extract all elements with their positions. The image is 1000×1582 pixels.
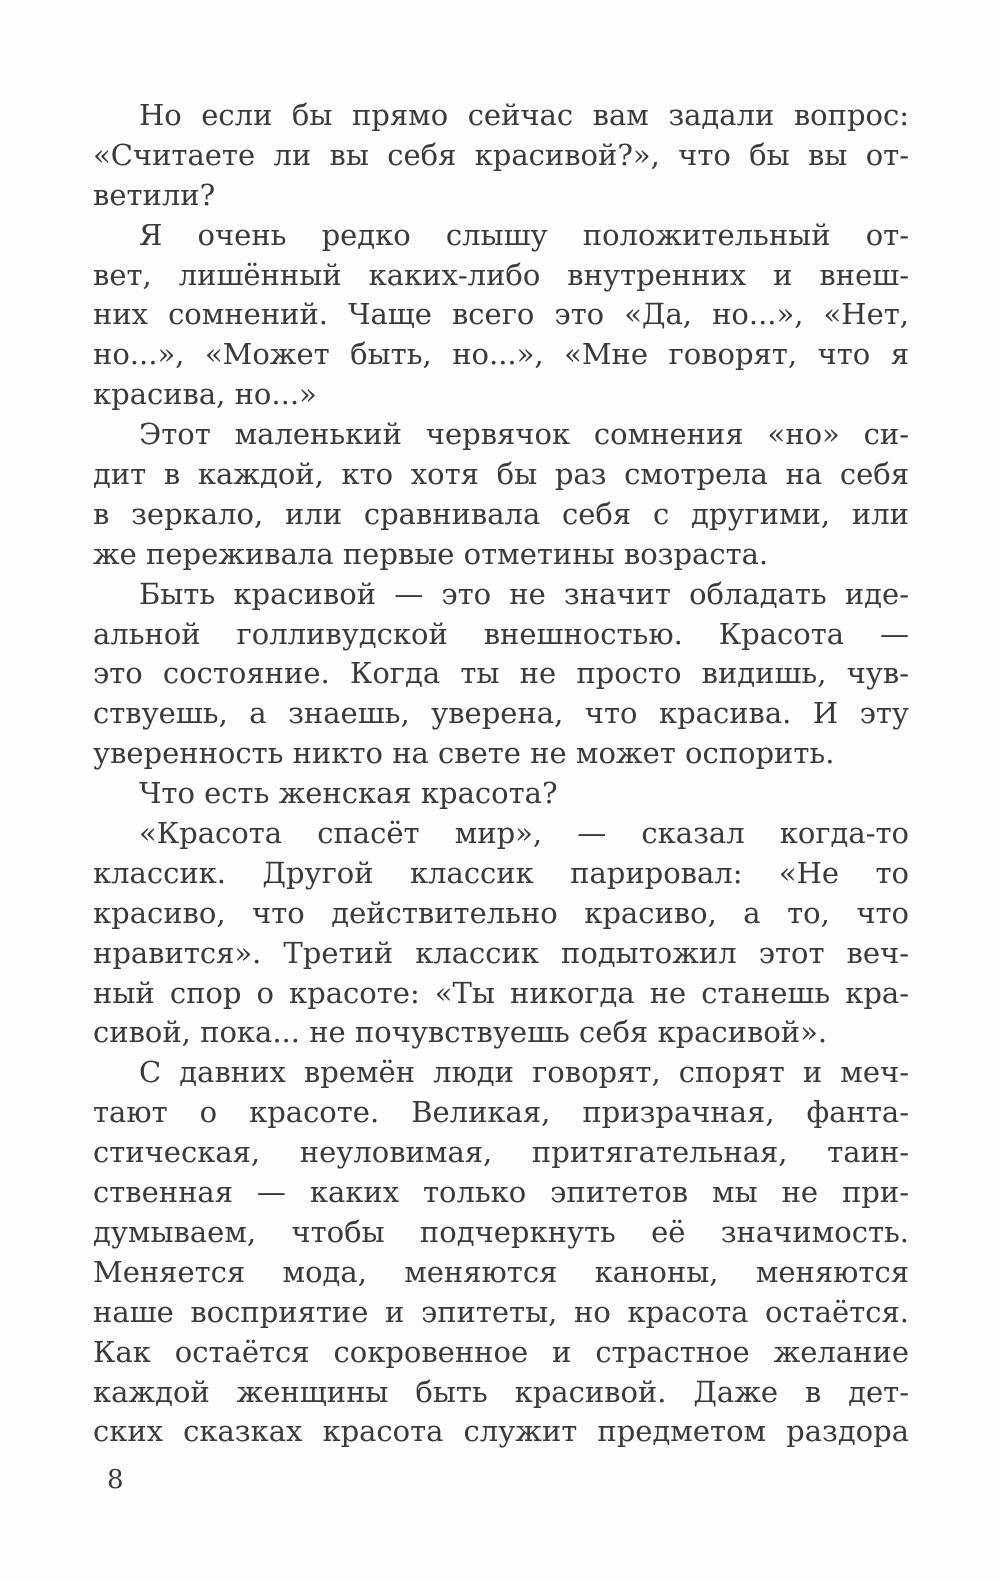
text-line: альной голливудской внешностью. Красота — <box>93 616 909 651</box>
text-line: ских сказках красота служит предметом раздора <box>93 1414 909 1449</box>
text-line: думываем, чтобы подчеркнуть её значимость. <box>93 1214 909 1249</box>
text-line: в зеркало, или сравнивала себя с другими, или <box>93 496 909 531</box>
text-line: дит в каждой, кто хотя бы раз смотрела на себя <box>93 457 909 492</box>
text-line: вет, лишённый каких-либо внутренних и внеш- <box>93 257 909 292</box>
text-line: «Красота спасёт мир», — сказал когда-то <box>139 816 909 851</box>
text-line: наше восприятие и эпитеты, но красота остаётся. <box>93 1294 909 1329</box>
text-line: Но если бы прямо сейчас вам задали вопрос: <box>139 98 909 132</box>
text-line: нравится». Третий классик подытожил этот веч- <box>93 935 909 970</box>
text-line: красиво, что действительно красиво, а то, что <box>93 895 909 930</box>
text-line: ный спор о красоте: «Ты никогда не станешь кра- <box>93 975 909 1010</box>
text-line: ственная — каких только эпитетов мы не при- <box>93 1175 909 1210</box>
text-line: это состояние. Когда ты не просто видишь, чув- <box>93 656 909 691</box>
text-line: классик. Другой классик парировал: «Не то <box>93 855 909 890</box>
text-line: «Считаете ли вы себя красивой?», что бы вы от- <box>93 137 909 172</box>
text-line: С давних времён люди говорят, спорят и меч- <box>139 1055 909 1090</box>
text-line: ветили? <box>93 177 216 212</box>
text-line: Быть красивой — это не значит обладать иде- <box>139 576 909 611</box>
text-line: них сомнений. Чаще всего это «Да, но...», «Нет, <box>93 297 909 332</box>
text-line: каждой женщины быть красивой. Даже в дет- <box>93 1374 909 1409</box>
text-line: ствуешь, а знаешь, уверена, что красива. И эту <box>93 696 909 731</box>
text-line: же переживала первые отметины возраста. <box>93 536 769 571</box>
text-line: уверенность никто на свете не может оспорить. <box>93 736 835 771</box>
text-line: Меняется мода, меняются каноны, меняются <box>93 1254 909 1289</box>
text-line: Как остаётся сокровенное и страстное желание <box>93 1334 909 1369</box>
body-text <box>93 96 909 1452</box>
text-line: тают о красоте. Великая, призрачная, фанта- <box>93 1095 909 1130</box>
text-line: сивой, пока... не почувствуешь себя красивой». <box>93 1015 828 1050</box>
text-line: но...», «Может быть, но...», «Мне говорят, что я <box>93 337 909 372</box>
page-number: 8 <box>107 1465 124 1495</box>
text-line: Что есть женская красота? <box>139 776 558 811</box>
text-line: Я очень редко слышу положительный от- <box>139 217 909 252</box>
text-line: Этот маленький червячок сомнения «но» си- <box>139 417 909 452</box>
text-line: красива, но...» <box>93 377 317 412</box>
text-line: стическая, неуловимая, притягательная, таин- <box>93 1135 909 1170</box>
